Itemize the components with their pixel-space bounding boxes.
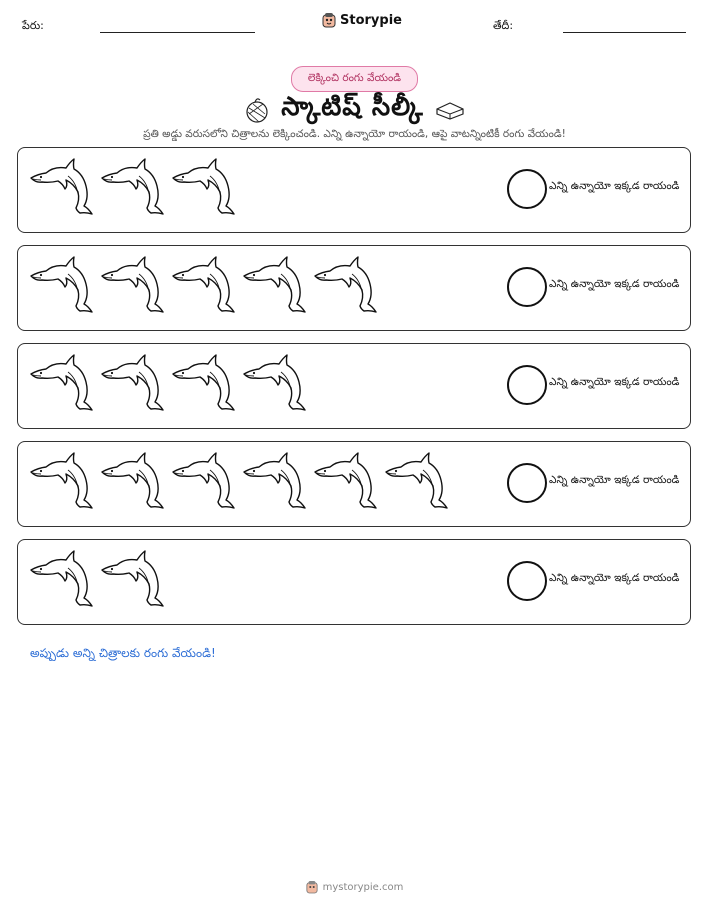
- dolphin-picture: [170, 254, 236, 314]
- dolphin-picture: [28, 352, 94, 412]
- dolphin-group: [28, 450, 449, 510]
- dolphin-picture: [28, 548, 94, 608]
- date-label: తేదీ:: [493, 19, 514, 32]
- page-title: స్కాటిష్ సీల్కీ: [281, 92, 424, 122]
- instructions: ప్రతి అడ్డు వరుసలోని చిత్రాలను లెక్కించండి. ఎన్ని ఉన్నాయో రాయండి, ఆపై వాటన్నింటికీ రంగు వేయండి!: [143, 128, 566, 140]
- dolphin-group: [28, 352, 307, 412]
- answer-label: ఎన్ని ఉన్నాయో ఇక్కడ రాయండి: [549, 278, 680, 290]
- dolphin-picture: [383, 450, 449, 510]
- answer-circle[interactable]: [507, 365, 547, 405]
- answer-circle[interactable]: [507, 267, 547, 307]
- answer-label: ఎన్ని ఉన్నాయో ఇక్కడ రాయండి: [549, 474, 680, 486]
- count-row-2: [17, 245, 691, 331]
- dolphin-picture: [170, 352, 236, 412]
- date-line[interactable]: [563, 32, 686, 33]
- dolphin-group: [28, 548, 165, 608]
- instruction-badge: లెక్కించి రంగు వేయండి: [291, 66, 418, 92]
- title-row: [0, 92, 709, 128]
- site-url[interactable]: mystorypie.com: [322, 881, 404, 893]
- dolphin-picture: [28, 254, 94, 314]
- answer-label: ఎన్ని ఉన్నాయో ఇక్కడ రాయండి: [549, 376, 680, 388]
- dolphin-picture: [99, 254, 165, 314]
- brand-name: Storypie: [340, 12, 402, 28]
- answer-circle[interactable]: [507, 561, 547, 601]
- site-footer: [0, 880, 709, 894]
- dolphin-picture: [241, 254, 307, 314]
- dolphin-picture: [99, 156, 165, 216]
- count-row-4: [17, 441, 691, 527]
- dolphin-picture: [99, 352, 165, 412]
- dolphin-group: [28, 254, 378, 314]
- dolphin-picture: [170, 156, 236, 216]
- dolphin-picture: [99, 450, 165, 510]
- answer-circle[interactable]: [507, 169, 547, 209]
- name-label: పేరు:: [22, 19, 44, 32]
- name-line[interactable]: [100, 32, 255, 33]
- dolphin-picture: [241, 450, 307, 510]
- color-all-note: అప్పుడు అన్ని చిత్రాలకు రంగు వేయండి!: [30, 646, 216, 660]
- brand-logo: [322, 12, 402, 28]
- storypie-mascot-icon: [322, 12, 336, 28]
- shortbread-icon: [434, 99, 466, 121]
- dolphin-picture: [170, 450, 236, 510]
- count-row-3: [17, 343, 691, 429]
- haggis-icon: [243, 96, 271, 124]
- dolphin-group: [28, 156, 236, 216]
- answer-circle[interactable]: [507, 463, 547, 503]
- dolphin-picture: [28, 450, 94, 510]
- dolphin-picture: [312, 450, 378, 510]
- answer-label: ఎన్ని ఉన్నాయో ఇక్కడ రాయండి: [549, 572, 680, 584]
- dolphin-picture: [28, 156, 94, 216]
- storypie-mascot-icon: [306, 880, 318, 894]
- count-row-1: [17, 147, 691, 233]
- dolphin-picture: [312, 254, 378, 314]
- answer-label: ఎన్ని ఉన్నాయో ఇక్కడ రాయండి: [549, 180, 680, 192]
- dolphin-picture: [99, 548, 165, 608]
- count-row-5: [17, 539, 691, 625]
- dolphin-picture: [241, 352, 307, 412]
